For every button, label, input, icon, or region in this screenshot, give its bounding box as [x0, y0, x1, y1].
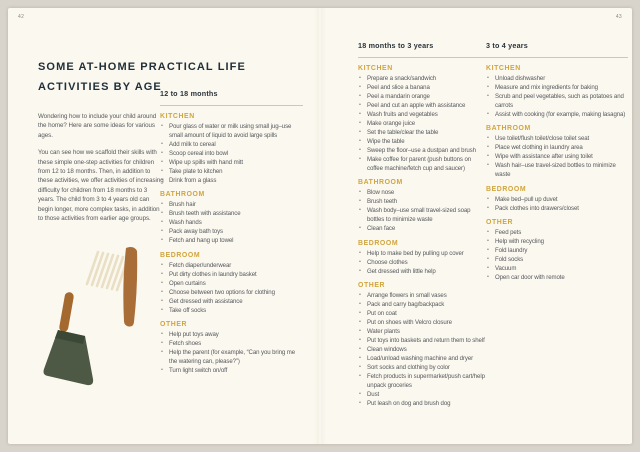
category-section: [486, 186, 628, 213]
activity-item: • Turn light switch on/off: [160, 366, 303, 375]
activity-item: • Pack away bath toys: [160, 227, 303, 236]
activity-item: • Make bed–pull up duvet: [486, 195, 628, 204]
category-section: [160, 191, 303, 245]
activity-item: • Wash fruits and vegetables: [358, 110, 486, 119]
activity-list: [160, 330, 303, 375]
category-section: [358, 65, 486, 173]
activity-item: • Open curtains: [160, 279, 303, 288]
category-label: BEDROOM: [358, 239, 399, 247]
category-section: [358, 179, 486, 233]
intro-paragraph-1: Wondering how to include your child around the home? Here are some ideas for various ages.: [38, 113, 157, 139]
activity-item: • Help with recycling: [486, 237, 628, 246]
activity-item: • Fold laundry: [486, 246, 628, 255]
activity-item: • Take off socks: [160, 306, 303, 315]
page-number-right: 43: [615, 14, 622, 20]
divider-rule: [160, 105, 303, 106]
title-line-2: ACTIVITIES BY AGE: [38, 81, 162, 93]
brush-and-dustpan-illustration: [40, 240, 172, 400]
activity-item: • Choose clothes: [358, 258, 486, 267]
activity-item: • Wipe up spills with hand mitt: [160, 158, 303, 167]
activity-list: [160, 122, 303, 185]
activity-item: • Help the parent (for example, “Can you bring me the watering can, please?”): [160, 348, 303, 366]
activity-item: • Use toilet/flush toilet/close toilet seat: [486, 134, 628, 143]
activity-item: • Pack and carry bag/backpack: [358, 300, 486, 309]
age-range-header: 12 to 18 months: [160, 89, 218, 98]
activity-item: • Prepare a snack/sandwich: [358, 74, 486, 83]
activity-item: • Fetch diaper/underwear: [160, 261, 303, 270]
category-label: KITCHEN: [486, 64, 521, 72]
right-page: [320, 8, 632, 444]
category-label: BEDROOM: [160, 251, 201, 259]
activity-item: • Wipe the table: [358, 137, 486, 146]
category-label: KITCHEN: [358, 64, 393, 72]
divider-rule: [358, 57, 486, 58]
category-section: [486, 65, 628, 119]
activity-item: • Scrub and peel vegetables, such as potatoes and carrots: [486, 92, 628, 110]
category-label: BATHROOM: [358, 179, 403, 186]
activity-item: • Sweep the floor–use a dustpan and brush: [358, 146, 486, 155]
category-section: [486, 125, 628, 179]
dustpan-icon: [44, 292, 94, 386]
category-section: [358, 282, 486, 408]
activity-item: • Feed pets: [486, 228, 628, 237]
activity-item: • Place wet clothing in laundry area: [486, 143, 628, 152]
activity-list: [486, 195, 628, 213]
activity-item: • Clean windows: [358, 345, 486, 354]
activity-item: • Drink from a glass: [160, 176, 303, 185]
activity-item: • Fetch and hang up towel: [160, 236, 303, 245]
activity-item: • Wipe with assistance after using toilet: [486, 152, 628, 161]
activity-list: [358, 74, 486, 173]
category-section: [160, 252, 303, 315]
activity-item: • Make coffee for parent (push buttons on coffee machine/fetch cup and saucer): [358, 155, 486, 173]
activity-item: • Put on shoes with Velcro closure: [358, 318, 486, 327]
activity-item: • Wash hair–use travel-sized bottles to minimize waste: [486, 161, 628, 179]
column-3-to-4-years: [486, 41, 628, 282]
activity-list: [160, 261, 303, 315]
column-18-months-to-3-years: [358, 41, 486, 408]
activity-item: • Help put toys away: [160, 330, 303, 339]
left-page: [8, 8, 320, 444]
activity-item: • Choose between two options for clothing: [160, 288, 303, 297]
activity-item: • Open car door with remote: [486, 273, 628, 282]
hand-brush-icon: [87, 247, 137, 327]
activity-item: • Make orange juice: [358, 119, 486, 128]
activity-item: • Peel and slice a banana: [358, 83, 486, 92]
title-line-1: SOME AT-HOME PRACTICAL LIFE: [38, 61, 246, 73]
activity-list: [358, 188, 486, 233]
category-label: OTHER: [486, 219, 514, 226]
age-range-header: 3 to 4 years: [486, 41, 528, 50]
divider-rule: [486, 57, 628, 58]
activity-list: [486, 134, 628, 179]
activity-item: • Scoop cereal into bowl: [160, 149, 303, 158]
category-label: BATHROOM: [486, 125, 531, 132]
activity-item: • Pour glass of water or milk using small jug–use small amount of liquid to avoid large spills: [160, 122, 303, 140]
activity-item: • Help to make bed by pulling up cover: [358, 249, 486, 258]
activity-list: [358, 249, 486, 276]
activity-item: • Peel and cut an apple with assistance: [358, 101, 486, 110]
category-label: KITCHEN: [160, 112, 195, 120]
category-section: [486, 219, 628, 282]
activity-item: • Water plants: [358, 327, 486, 336]
activity-item: • Load/unload washing machine and dryer: [358, 354, 486, 363]
activity-item: • Wash body–use small travel-sized soap bottles to minimize waste: [358, 206, 486, 224]
category-label: BATHROOM: [160, 191, 205, 198]
activity-item: • Put dirty clothes in laundry basket: [160, 270, 303, 279]
activity-item: • Clean face: [358, 224, 486, 233]
activity-list: [160, 200, 303, 245]
category-section: [160, 113, 303, 185]
intro-text: [38, 112, 165, 231]
column-12-to-18-months: [160, 89, 303, 375]
activity-list: [358, 291, 486, 408]
activity-item: • Wash hands: [160, 218, 303, 227]
activity-list: [486, 228, 628, 282]
activity-item: • Fetch shoes: [160, 339, 303, 348]
age-range-header: 18 months to 3 years: [358, 41, 434, 50]
book-spread: [8, 8, 632, 444]
activity-item: • Peel a mandarin orange: [358, 92, 486, 101]
activity-item: • Get dressed with little help: [358, 267, 486, 276]
activity-item: • Fetch products in supermarket/push cart/help unpack groceries: [358, 372, 486, 390]
activity-item: • Put toys into baskets and return them to shelf: [358, 336, 486, 345]
activity-item: • Put leash on dog and brush dog: [358, 399, 486, 408]
activity-item: • Unload dishwasher: [486, 74, 628, 83]
activity-item: • Measure and mix ingredients for baking: [486, 83, 628, 92]
page-number-left: 42: [18, 14, 25, 20]
activity-item: • Brush hair: [160, 200, 303, 209]
activity-item: • Dust: [358, 390, 486, 399]
activity-item: • Take plate to kitchen: [160, 167, 303, 176]
category-section: [160, 321, 303, 375]
activity-item: • Blow nose: [358, 188, 486, 197]
activity-item: • Brush teeth with assistance: [160, 209, 303, 218]
activity-item: • Arrange flowers in small vases: [358, 291, 486, 300]
category-label: OTHER: [160, 321, 188, 328]
activity-item: • Add milk to cereal: [160, 140, 303, 149]
activity-list: [486, 74, 628, 119]
activity-item: • Set the table/clear the table: [358, 128, 486, 137]
activity-item: • Pack clothes into drawers/closet: [486, 204, 628, 213]
category-label: BEDROOM: [486, 185, 527, 193]
activity-item: • Put on coat: [358, 309, 486, 318]
activity-item: • Get dressed with assistance: [160, 297, 303, 306]
activity-item: • Vacuum: [486, 264, 628, 273]
category-label: OTHER: [358, 282, 386, 289]
activity-item: • Fold socks: [486, 255, 628, 264]
activity-item: • Brush teeth: [358, 197, 486, 206]
category-section: [358, 240, 486, 276]
intro-paragraph-2: You can see how we scaffold their skills with these simple one-step activities for children from 12 to 18 months. Then, in addition to these activities, we offer activities of increasing difficulty for children from 18 months to 3 years. The child from 3 to 4 years old can begin longer, more complex tasks, in addition to those activities from earlier age groups.: [38, 149, 164, 223]
activity-item: • Assist with cooking (for example, making lasagna): [486, 110, 628, 119]
activity-item: • Sort socks and clothing by color: [358, 363, 486, 372]
